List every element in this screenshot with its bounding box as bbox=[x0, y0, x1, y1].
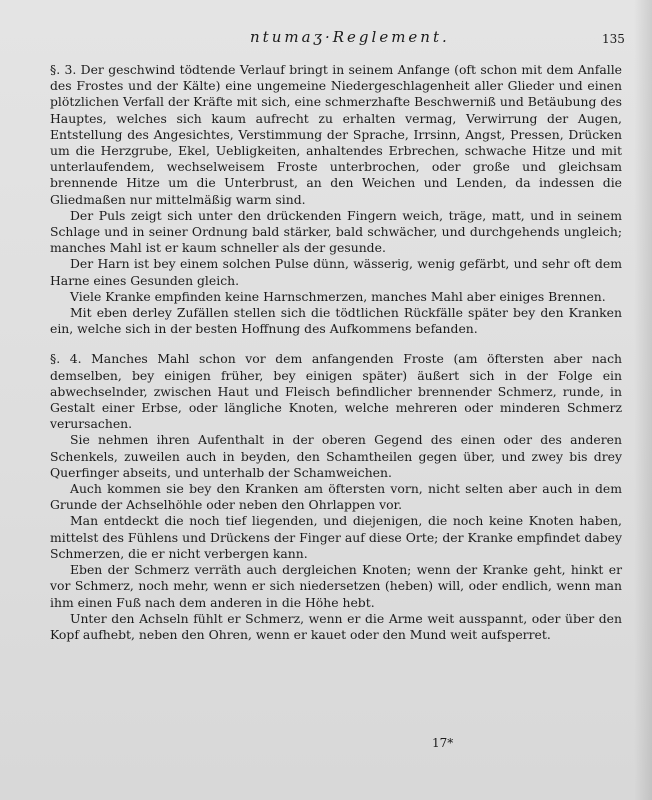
running-head bbox=[0, 28, 652, 50]
paragraph-urinary-pain: Viele Kranke empfinden keine Harnschmerzen, manches Mahl aber einiges Brennen. bbox=[70, 288, 606, 304]
page-number: 135 bbox=[602, 32, 625, 46]
paragraph-limping: Eben der Schmerz verräth auch dergleichen Knoten; wenn der Kranke geht, hinkt er vor Schmerz, noch mehr, wenn er sich niedersetzen (heben) will, oder endlich, wenn man ihm einen Fuß nach dem anderen in die Höhe hebt. bbox=[50, 562, 622, 610]
paragraph-armpit: Auch kommen sie bey den Kranken am öftersten vorn, nicht selten aber auch in dem Grunde der Achselhöhle oder neben den Ohrlappen vor. bbox=[50, 481, 622, 513]
paragraph-urine: Der Harn ist bey einem solchen Pulse dünn, wässerig, wenig gefärbt, und sehr oft dem Harne eines Gesunden gleich. bbox=[50, 256, 622, 288]
paragraph-arm-pain: Unter den Achseln fühlt er Schmerz, wenn er die Arme weit ausspannt, oder über den Kopf aufhebt, neben den Ohren, wenn er kauet oder den Mund weit aufsperret. bbox=[50, 610, 622, 642]
paragraph-palpation: Man entdeckt die noch tief liegenden, und diejenigen, die noch keine Knoten haben, mittelst des Fühlens und Drückens der Finger auf diese Orte; der Kranke empfindet dabey Schmerzen, die er nicht verbergen kann. bbox=[50, 513, 622, 561]
section-3-paragraph: §. 3. Der geschwind tödtende Verlauf bringt in seinem Anfange (oft schon mit dem Anfalle des Frostes und der Kälte) eine ungemeine Niedergeschlagenheit aller Glieder und einen plötzlichen Verfall der Kräfte mit sich, eine schmerzhafte Beschwerniß und Betäubung des Hauptes, welches sich kaum aufrecht zu erhalten vermag, Verwirrung der Augen, Entstellung des Angesichtes, Verstimmung der Sprache, Irrsinn, Angst, Pressen, Drücken um die Herzgrube, Ekel, Uebligkeiten, anhaltendes Erbrechen, schwache Hitze und mit unterlaufendem, wechselweisem Froste unterbrochen, oder große und gleichsam brennende Hitze um die Unterbrust, an den Weichen und Lenden, da indessen die Gliedmaßen nur mittelmäßig warm sind. bbox=[50, 62, 622, 207]
running-title: ntumaʒ·Reglement. bbox=[250, 28, 450, 46]
paragraph-location: Sie nehmen ihren Aufenthalt in der oberen Gegend des einen oder des anderen Schenkels, zuweilen auch in beyden, den Schamtheilen gegen über, und zwey bis drey Querfinger abseits, und unterhalb der Schamweichen. bbox=[50, 432, 622, 480]
paragraph-pulse: Der Puls zeigt sich unter den drückenden Fingern weich, träge, matt, und in seinem Schlage und in seiner Ordnung bald stärker, bald schwächer, und durchgehends ungleich; manches Mahl ist er kaum schneller als der gesunde. bbox=[50, 207, 622, 256]
paragraph-relapses: Mit eben derley Zufällen stellen sich die tödtlichen Rückfälle später bey den Kranken ein, welche sich in der besten Hoffnung des Aufkommens befanden. bbox=[50, 305, 622, 337]
section-4-paragraph: §. 4. Manches Mahl schon vor dem anfangenden Froste (am öftersten aber nach demselben, bey einigen früher, bey einigen später) äußert sich in der Folge ein abwechselnder, zwischen Haut und Fleisch befindlicher brennender Schmerz, runde, in Gestalt einer Erbse, oder längliche Knoten, welche mehreren oder minderen Schmerz verursachen. bbox=[50, 351, 622, 432]
body-text bbox=[50, 62, 622, 643]
printer-signature-mark: 17* bbox=[432, 736, 454, 750]
